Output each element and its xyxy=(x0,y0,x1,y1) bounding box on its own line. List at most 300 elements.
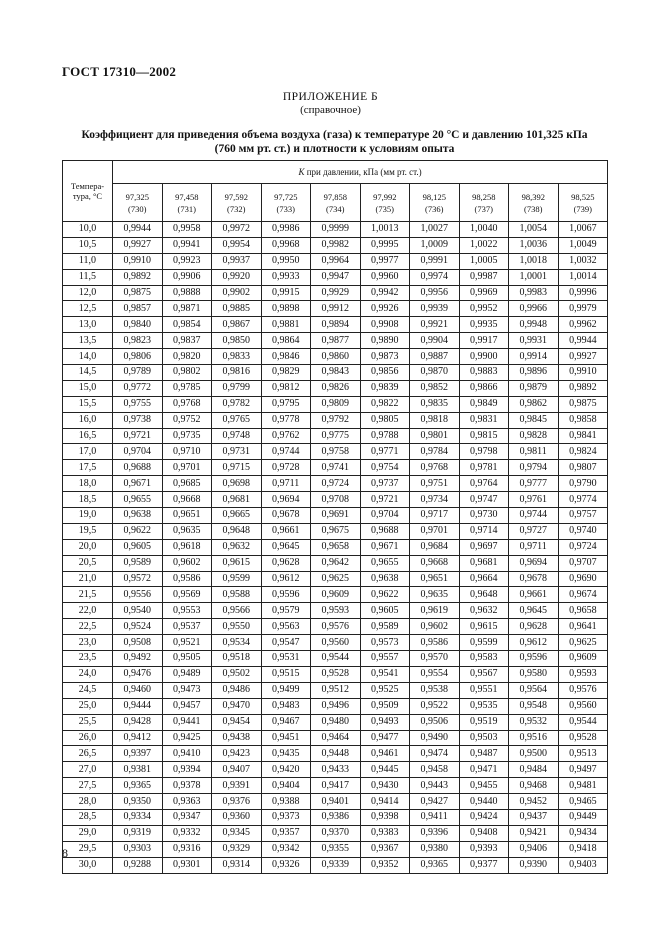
coefficient-cell: 0,9710 xyxy=(162,444,212,460)
coefficient-cell: 0,9437 xyxy=(509,809,559,825)
coefficient-cell: 0,9505 xyxy=(162,651,212,667)
coefficient-cell: 0,9926 xyxy=(360,301,410,317)
coefficient-cell: 0,9635 xyxy=(162,523,212,539)
coefficient-cell: 0,9823 xyxy=(113,333,163,349)
temperature-cell: 16,5 xyxy=(63,428,113,444)
coefficient-cell: 0,9373 xyxy=(261,809,311,825)
coefficient-cell: 0,9525 xyxy=(360,682,410,698)
temperature-cell: 11,0 xyxy=(63,253,113,269)
coefficient-cell: 0,9593 xyxy=(311,603,361,619)
coefficient-cell: 0,9573 xyxy=(360,635,410,651)
coefficient-cell: 0,9428 xyxy=(113,714,163,730)
coefficient-cell: 0,9645 xyxy=(509,603,559,619)
coefficient-cell: 1,0001 xyxy=(509,269,559,285)
pressure-mmhg: (731) xyxy=(177,203,196,214)
coefficient-cell: 0,9496 xyxy=(311,698,361,714)
pressure-mmhg: (739) xyxy=(573,203,593,214)
coefficient-cell: 0,9648 xyxy=(212,523,262,539)
coefficient-cell: 0,9906 xyxy=(162,269,212,285)
coefficient-cell: 0,9288 xyxy=(113,857,163,873)
coefficient-cell: 0,9960 xyxy=(360,269,410,285)
coefficient-cell: 0,9744 xyxy=(261,444,311,460)
coefficient-cell: 0,9421 xyxy=(509,825,559,841)
coefficient-cell: 0,9771 xyxy=(360,444,410,460)
coefficient-cell: 0,9694 xyxy=(261,492,311,508)
coefficient-cell: 0,9937 xyxy=(212,253,262,269)
coefficient-cell: 0,9894 xyxy=(311,317,361,333)
coefficient-cell: 0,9596 xyxy=(261,587,311,603)
coefficient-cell: 0,9553 xyxy=(162,603,212,619)
table-row xyxy=(63,539,608,555)
pressure-header-cell xyxy=(261,184,311,222)
coefficient-cell: 0,9461 xyxy=(360,746,410,762)
coefficient-cell: 0,9458 xyxy=(410,762,460,778)
coefficient-cell: 0,9801 xyxy=(410,428,460,444)
coefficient-cell: 0,9721 xyxy=(360,492,410,508)
coefficient-cell: 0,9942 xyxy=(360,285,410,301)
coefficient-cell: 0,9547 xyxy=(261,635,311,651)
coefficient-cell: 0,9303 xyxy=(113,841,163,857)
coefficient-cell: 0,9870 xyxy=(410,365,460,381)
coefficient-cell: 0,9661 xyxy=(261,523,311,539)
table-row xyxy=(63,635,608,651)
coefficient-cell: 0,9347 xyxy=(162,809,212,825)
coefficient-cell: 0,9995 xyxy=(360,237,410,253)
coefficient-cell: 0,9983 xyxy=(509,285,559,301)
temperature-cell: 17,5 xyxy=(63,460,113,476)
coefficient-cell: 0,9658 xyxy=(558,603,608,619)
coefficient-cell: 0,9873 xyxy=(360,349,410,365)
table-row xyxy=(63,301,608,317)
coefficient-cell: 0,9599 xyxy=(459,635,509,651)
coefficient-cell: 0,9524 xyxy=(113,619,163,635)
coefficient-cell: 0,9999 xyxy=(311,222,361,238)
pressure-kpa: 97,725 xyxy=(274,191,298,202)
coefficient-cell: 0,9977 xyxy=(360,253,410,269)
coefficient-cell: 0,9460 xyxy=(113,682,163,698)
coefficient-cell: 0,9612 xyxy=(509,635,559,651)
table-row xyxy=(63,587,608,603)
coefficient-cell: 0,9319 xyxy=(113,825,163,841)
coefficient-cell: 0,9790 xyxy=(558,476,608,492)
table-row xyxy=(63,508,608,524)
pressure-header-cell xyxy=(162,184,212,222)
temperature-cell: 18,0 xyxy=(63,476,113,492)
temperature-cell: 21,5 xyxy=(63,587,113,603)
coefficient-cell: 0,9688 xyxy=(113,460,163,476)
coefficient-cell: 0,9586 xyxy=(410,635,460,651)
coefficient-cell: 0,9519 xyxy=(459,714,509,730)
coefficient-cell: 0,9661 xyxy=(509,587,559,603)
coefficient-cell: 0,9467 xyxy=(261,714,311,730)
coefficient-cell: 1,0013 xyxy=(360,222,410,238)
coefficient-cell: 0,9477 xyxy=(360,730,410,746)
pressure-kpa: 98,125 xyxy=(422,191,446,202)
coefficient-cell: 0,9583 xyxy=(459,651,509,667)
temperature-cell: 16,0 xyxy=(63,412,113,428)
temperature-cell: 27,5 xyxy=(63,778,113,794)
coefficient-cell: 0,9809 xyxy=(311,396,361,412)
pressure-kpa: 98,258 xyxy=(472,191,496,202)
temperature-cell: 15,5 xyxy=(63,396,113,412)
coefficient-cell: 0,9665 xyxy=(212,508,262,524)
coefficient-cell: 0,9301 xyxy=(162,857,212,873)
table-row xyxy=(63,237,608,253)
temperature-cell: 15,0 xyxy=(63,380,113,396)
coefficient-cell: 0,9493 xyxy=(360,714,410,730)
coefficient-cell: 0,9685 xyxy=(162,476,212,492)
coefficient-cell: 0,9490 xyxy=(410,730,460,746)
coefficient-cell: 0,9403 xyxy=(558,857,608,873)
coefficient-cell: 0,9697 xyxy=(459,539,509,555)
coefficient-cell: 0,9962 xyxy=(558,317,608,333)
coefficient-cell: 0,9557 xyxy=(360,651,410,667)
coefficient-cell: 0,9503 xyxy=(459,730,509,746)
coefficient-cell: 0,9941 xyxy=(162,237,212,253)
coefficient-cell: 0,9378 xyxy=(162,778,212,794)
appendix-heading xyxy=(0,90,661,116)
coefficient-cell: 0,9537 xyxy=(162,619,212,635)
coefficient-cell: 0,9856 xyxy=(360,365,410,381)
coefficient-cell: 0,9704 xyxy=(360,508,410,524)
table-row xyxy=(63,809,608,825)
coefficient-cell: 0,9567 xyxy=(459,666,509,682)
coefficient-cell: 0,9935 xyxy=(459,317,509,333)
coefficient-cell: 1,0067 xyxy=(558,222,608,238)
temperature-cell: 27,0 xyxy=(63,762,113,778)
coefficient-cell: 0,9417 xyxy=(311,778,361,794)
coefficient-cell: 0,9500 xyxy=(509,746,559,762)
coefficient-cell: 0,9357 xyxy=(261,825,311,841)
coefficient-cell: 0,9534 xyxy=(212,635,262,651)
table-row xyxy=(63,492,608,508)
coefficient-cell: 0,9605 xyxy=(360,603,410,619)
temperature-cell: 20,5 xyxy=(63,555,113,571)
coefficient-cell: 0,9394 xyxy=(162,762,212,778)
coefficient-cell: 0,9890 xyxy=(360,333,410,349)
coefficient-cell: 1,0054 xyxy=(509,222,559,238)
coefficient-table xyxy=(62,160,608,874)
coefficient-cell: 0,9457 xyxy=(162,698,212,714)
appendix-title: ПРИЛОЖЕНИЕ Б xyxy=(282,91,379,103)
coefficient-cell: 0,9727 xyxy=(509,523,559,539)
coefficient-cell: 0,9991 xyxy=(410,253,460,269)
temperature-cell: 26,5 xyxy=(63,746,113,762)
table-row xyxy=(63,396,608,412)
table-row xyxy=(63,523,608,539)
table-row xyxy=(63,714,608,730)
coefficient-cell: 0,9658 xyxy=(311,539,361,555)
temperature-cell: 22,5 xyxy=(63,619,113,635)
table-row xyxy=(63,682,608,698)
coefficient-cell: 0,9628 xyxy=(509,619,559,635)
coefficient-cell: 0,9638 xyxy=(113,508,163,524)
coefficient-cell: 0,9734 xyxy=(410,492,460,508)
coefficient-cell: 0,9831 xyxy=(459,412,509,428)
table-row xyxy=(63,269,608,285)
coefficient-cell: 0,9933 xyxy=(261,269,311,285)
coefficient-cell: 0,9829 xyxy=(261,365,311,381)
coefficient-cell: 0,9544 xyxy=(311,651,361,667)
pressure-header-cell xyxy=(410,184,460,222)
coefficient-cell: 0,9513 xyxy=(558,746,608,762)
coefficient-cell: 0,9465 xyxy=(558,794,608,810)
coefficient-cell: 0,9979 xyxy=(558,301,608,317)
coefficient-cell: 0,9860 xyxy=(311,349,361,365)
coefficient-cell: 0,9681 xyxy=(459,555,509,571)
coefficient-cell: 0,9690 xyxy=(558,571,608,587)
pressure-kpa: 97,858 xyxy=(323,191,347,202)
temperature-cell: 18,5 xyxy=(63,492,113,508)
coefficient-cell: 0,9638 xyxy=(360,571,410,587)
coefficient-cell: 0,9816 xyxy=(212,365,262,381)
coefficient-cell: 0,9822 xyxy=(360,396,410,412)
coefficient-cell: 0,9438 xyxy=(212,730,262,746)
coefficient-cell: 0,9512 xyxy=(311,682,361,698)
coefficient-cell: 0,9777 xyxy=(509,476,559,492)
coefficient-cell: 0,9642 xyxy=(311,555,361,571)
coefficient-cell: 0,9944 xyxy=(113,222,163,238)
coefficient-cell: 0,9694 xyxy=(509,555,559,571)
coefficient-cell: 0,9752 xyxy=(162,412,212,428)
coefficient-cell: 0,9332 xyxy=(162,825,212,841)
coefficient-cell: 0,9635 xyxy=(410,587,460,603)
coefficient-cell: 0,9430 xyxy=(360,778,410,794)
coefficient-cell: 0,9724 xyxy=(311,476,361,492)
coefficient-cell: 0,9383 xyxy=(360,825,410,841)
coefficient-cell: 0,9509 xyxy=(360,698,410,714)
coefficient-cell: 0,9484 xyxy=(509,762,559,778)
coefficient-cell: 0,9535 xyxy=(459,698,509,714)
coefficient-cell: 0,9381 xyxy=(113,762,163,778)
coefficient-cell: 0,9811 xyxy=(509,444,559,460)
coefficient-cell: 0,9596 xyxy=(509,651,559,667)
table-row xyxy=(63,444,608,460)
coefficient-cell: 0,9538 xyxy=(410,682,460,698)
coefficient-cell: 0,9326 xyxy=(261,857,311,873)
temperature-cell: 24,0 xyxy=(63,666,113,682)
coefficient-cell: 0,9758 xyxy=(311,444,361,460)
coefficient-cell: 0,9481 xyxy=(558,778,608,794)
pressure-kpa: 98,392 xyxy=(521,191,545,202)
table-row xyxy=(63,730,608,746)
coefficient-cell: 0,9701 xyxy=(410,523,460,539)
coefficient-cell: 0,9370 xyxy=(311,825,361,841)
pressure-kpa: 97,325 xyxy=(125,191,149,202)
coefficient-cell: 0,9540 xyxy=(113,603,163,619)
coefficient-cell: 0,9548 xyxy=(509,698,559,714)
coefficient-cell: 0,9645 xyxy=(261,539,311,555)
coefficient-cell: 0,9435 xyxy=(261,746,311,762)
coefficient-cell: 0,9737 xyxy=(360,476,410,492)
coefficient-cell: 0,9691 xyxy=(311,508,361,524)
table-row xyxy=(63,365,608,381)
coefficient-cell: 0,9849 xyxy=(459,396,509,412)
coefficient-cell: 1,0036 xyxy=(509,237,559,253)
pressure-mmhg: (733) xyxy=(276,203,295,214)
coefficient-cell: 0,9805 xyxy=(360,412,410,428)
coefficient-cell: 0,9451 xyxy=(261,730,311,746)
coefficient-cell: 0,9393 xyxy=(459,841,509,857)
coefficient-cell: 0,9892 xyxy=(558,380,608,396)
coefficient-cell: 0,9910 xyxy=(558,365,608,381)
coefficient-cell: 0,9972 xyxy=(212,222,262,238)
coefficient-cell: 0,9618 xyxy=(162,539,212,555)
coefficient-cell: 0,9871 xyxy=(162,301,212,317)
coefficient-cell: 0,9516 xyxy=(509,730,559,746)
table-row xyxy=(63,857,608,873)
page-number: 8 xyxy=(62,846,68,860)
temperature-cell: 23,5 xyxy=(63,651,113,667)
coefficient-cell: 0,9915 xyxy=(261,285,311,301)
table-row xyxy=(63,619,608,635)
coefficient-cell: 0,9947 xyxy=(311,269,361,285)
coefficient-cell: 0,9824 xyxy=(558,444,608,460)
coefficient-cell: 0,9492 xyxy=(113,651,163,667)
coefficient-cell: 0,9765 xyxy=(212,412,262,428)
temperature-cell: 13,0 xyxy=(63,317,113,333)
coefficient-cell: 0,9931 xyxy=(509,333,559,349)
coefficient-cell: 0,9674 xyxy=(558,587,608,603)
coefficient-cell: 0,9866 xyxy=(459,380,509,396)
coefficient-cell: 0,9560 xyxy=(311,635,361,651)
temperature-cell: 13,5 xyxy=(63,333,113,349)
coefficient-cell: 0,9768 xyxy=(410,460,460,476)
pressure-mmhg: (730) xyxy=(128,203,147,214)
temperature-cell: 19,5 xyxy=(63,523,113,539)
table-row xyxy=(63,428,608,444)
coefficient-cell: 0,9956 xyxy=(410,285,460,301)
table-row xyxy=(63,253,608,269)
table-row xyxy=(63,666,608,682)
coefficient-cell: 0,9515 xyxy=(261,666,311,682)
coefficient-cell: 0,9668 xyxy=(410,555,460,571)
coefficient-cell: 0,9788 xyxy=(360,428,410,444)
coefficient-cell: 0,9521 xyxy=(162,635,212,651)
coefficient-cell: 0,9668 xyxy=(162,492,212,508)
temperature-cell: 14,0 xyxy=(63,349,113,365)
k-label: при давлении, кПа (мм рт. ст.) xyxy=(304,167,422,177)
coefficient-cell: 0,9564 xyxy=(509,682,559,698)
coefficient-cell: 0,9731 xyxy=(212,444,262,460)
coefficient-cell: 0,9452 xyxy=(509,794,559,810)
coefficient-cell: 0,9434 xyxy=(558,825,608,841)
coefficient-cell: 0,9881 xyxy=(261,317,311,333)
coefficient-cell: 0,9423 xyxy=(212,746,262,762)
coefficient-cell: 0,9427 xyxy=(410,794,460,810)
coefficient-cell: 0,9952 xyxy=(459,301,509,317)
coefficient-cell: 0,9958 xyxy=(162,222,212,238)
coefficient-cell: 0,9854 xyxy=(162,317,212,333)
temperature-cell: 24,5 xyxy=(63,682,113,698)
coefficient-cell: 0,9799 xyxy=(212,380,262,396)
coefficient-cell: 0,9815 xyxy=(459,428,509,444)
coefficient-cell: 0,9329 xyxy=(212,841,262,857)
coefficient-cell: 0,9929 xyxy=(311,285,361,301)
coefficient-cell: 0,9782 xyxy=(212,396,262,412)
coefficient-cell: 0,9969 xyxy=(459,285,509,301)
pressure-mmhg: (736) xyxy=(425,203,444,214)
coefficient-cell: 0,9556 xyxy=(113,587,163,603)
coefficient-cell: 0,9443 xyxy=(410,778,460,794)
coefficient-cell: 0,9755 xyxy=(113,396,163,412)
pressure-kpa: 97,458 xyxy=(175,191,199,202)
coefficient-cell: 0,9966 xyxy=(509,301,559,317)
coefficient-cell: 0,9728 xyxy=(261,460,311,476)
coefficient-cell: 0,9747 xyxy=(459,492,509,508)
coefficient-cell: 0,9408 xyxy=(459,825,509,841)
coefficient-cell: 0,9748 xyxy=(212,428,262,444)
coefficient-cell: 0,9424 xyxy=(459,809,509,825)
coefficient-cell: 0,9707 xyxy=(558,555,608,571)
coefficient-cell: 0,9996 xyxy=(558,285,608,301)
coefficient-cell: 0,9560 xyxy=(558,698,608,714)
coefficient-cell: 0,9541 xyxy=(360,666,410,682)
temperature-cell: 10,0 xyxy=(63,222,113,238)
coefficient-cell: 1,0009 xyxy=(410,237,460,253)
temperature-cell: 28,0 xyxy=(63,794,113,810)
coefficient-cell: 0,9900 xyxy=(459,349,509,365)
temperature-cell: 12,0 xyxy=(63,285,113,301)
coefficient-cell: 0,9342 xyxy=(261,841,311,857)
coefficient-cell: 0,9820 xyxy=(162,349,212,365)
pressure-header-cell xyxy=(113,184,163,222)
coefficient-cell: 0,9912 xyxy=(311,301,361,317)
pressure-header-cell xyxy=(311,184,361,222)
coefficient-cell: 0,9576 xyxy=(311,619,361,635)
coefficient-cell: 0,9412 xyxy=(113,730,163,746)
temperature-cell: 11,5 xyxy=(63,269,113,285)
table-row xyxy=(63,698,608,714)
table-row xyxy=(63,778,608,794)
coefficient-cell: 0,9425 xyxy=(162,730,212,746)
coefficient-cell: 0,9751 xyxy=(410,476,460,492)
table-row xyxy=(63,825,608,841)
coefficient-cell: 0,9795 xyxy=(261,396,311,412)
coefficient-cell: 0,9615 xyxy=(212,555,262,571)
table-row xyxy=(63,603,608,619)
coefficient-cell: 0,9867 xyxy=(212,317,262,333)
coefficient-cell: 0,9448 xyxy=(311,746,361,762)
temperature-cell: 22,0 xyxy=(63,603,113,619)
k-pressure-header xyxy=(113,161,608,184)
coefficient-cell: 0,9781 xyxy=(459,460,509,476)
coefficient-cell: 0,9401 xyxy=(311,794,361,810)
coefficient-cell: 0,9784 xyxy=(410,444,460,460)
temperature-cell: 10,5 xyxy=(63,237,113,253)
coefficient-cell: 0,9367 xyxy=(360,841,410,857)
table-row xyxy=(63,841,608,857)
coefficient-cell: 0,9944 xyxy=(558,333,608,349)
temperature-cell: 12,5 xyxy=(63,301,113,317)
coefficient-cell: 0,9730 xyxy=(459,508,509,524)
coefficient-cell: 0,9678 xyxy=(509,571,559,587)
coefficient-cell: 0,9464 xyxy=(311,730,361,746)
coefficient-cell: 0,9923 xyxy=(162,253,212,269)
coefficient-cell: 0,9502 xyxy=(212,666,262,682)
coefficient-cell: 0,9711 xyxy=(261,476,311,492)
coefficient-cell: 0,9411 xyxy=(410,809,460,825)
coefficient-cell: 0,9473 xyxy=(162,682,212,698)
corner-line-2: тура, °С xyxy=(72,191,103,201)
coefficient-cell: 0,9768 xyxy=(162,396,212,412)
coefficient-cell: 0,9593 xyxy=(558,666,608,682)
coefficient-cell: 0,9735 xyxy=(162,428,212,444)
coefficient-cell: 0,9954 xyxy=(212,237,262,253)
coefficient-cell: 0,9948 xyxy=(509,317,559,333)
coefficient-cell: 0,9468 xyxy=(509,778,559,794)
coefficient-cell: 0,9605 xyxy=(113,539,163,555)
